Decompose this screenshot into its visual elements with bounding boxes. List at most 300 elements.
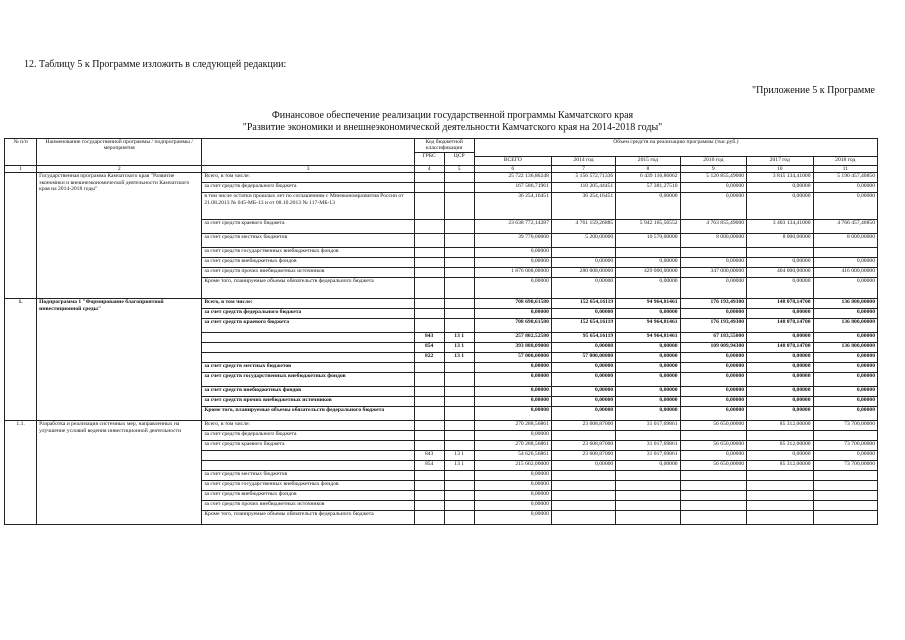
row-value: 4 761 159,26885 (551, 220, 615, 234)
row-grbs (414, 397, 444, 407)
row-source: за счет средств внебюджетных фондов (202, 258, 414, 268)
column-index: 5 (444, 166, 474, 173)
row-value: 0,00000 (616, 258, 680, 268)
row-value: 5 200,00000 (551, 234, 615, 248)
row-csr: 13 1 (444, 461, 474, 471)
row-csr (444, 407, 474, 421)
row-grbs (414, 363, 444, 373)
row-source: за счет средств краевого бюджета (202, 319, 414, 333)
row-value: 0,00000 (616, 407, 680, 421)
finance-table (4, 138, 878, 525)
row-value: 0,00000 (747, 278, 813, 299)
row-grbs: 854 (414, 343, 444, 353)
header-2016: 2016 год (680, 157, 746, 166)
row-grbs (414, 173, 444, 183)
row-source (202, 353, 414, 363)
row-value: 0,00000 (747, 397, 813, 407)
row-value: 56 650,00000 (680, 421, 746, 431)
row-value: 0,00000 (813, 183, 877, 193)
column-index: 9 (680, 166, 746, 173)
row-value: 0,00000 (616, 353, 680, 363)
row-value: 5 120 855,49000 (680, 173, 746, 183)
row-value: 94 964,81461 (616, 299, 680, 309)
row-grbs: 843 (414, 333, 444, 343)
row-value (813, 501, 877, 511)
row-value: 0,00000 (813, 387, 877, 397)
row-number (5, 173, 37, 299)
row-value: 0,00000 (747, 309, 813, 319)
row-value: 0,00000 (616, 461, 680, 471)
row-value: 0,00000 (616, 309, 680, 319)
row-value: 0,00000 (813, 363, 877, 373)
row-grbs (414, 373, 444, 387)
row-value: 148 078,14700 (747, 319, 813, 333)
row-csr (444, 441, 474, 451)
document-subtitle: "Развитие экономики и внешнеэкономической деятельности Камчатского края на 2014-2018 годы" (242, 122, 663, 133)
row-value: 270 288,56861 (474, 421, 551, 431)
row-value: 36 254,16451 (551, 193, 615, 220)
row-csr (444, 173, 474, 183)
row-value: 0,00000 (474, 407, 551, 421)
row-source: за счет средств местных бюджетов (202, 234, 414, 248)
row-value (551, 501, 615, 511)
row-value: 0,00000 (474, 481, 551, 491)
row-value: 0,00000 (747, 183, 813, 193)
row-value (551, 431, 615, 441)
row-value: 0,00000 (474, 511, 551, 525)
row-source: за счет средств местных бюджетов (202, 471, 414, 481)
row-value: 94 964,81461 (616, 333, 680, 343)
row-value (680, 481, 746, 491)
row-grbs (414, 421, 444, 431)
row-value: 0,00000 (616, 397, 680, 407)
row-csr (444, 431, 474, 441)
row-value (551, 511, 615, 525)
row-value: 0,00000 (616, 343, 680, 353)
table-row (5, 421, 878, 431)
row-value: 0,00000 (747, 258, 813, 268)
row-csr (444, 421, 474, 431)
row-value: 0,00000 (813, 397, 877, 407)
row-value: 0,00000 (680, 397, 746, 407)
row-value: 167 586,71961 (474, 183, 551, 193)
row-value (616, 481, 680, 491)
row-value: 0,00000 (680, 353, 746, 363)
row-grbs (414, 481, 444, 491)
row-value: 36 254,16451 (474, 193, 551, 220)
column-index: 3 (202, 166, 414, 173)
row-value: 0,00000 (680, 387, 746, 397)
row-csr (444, 501, 474, 511)
row-value: 0,00000 (551, 258, 615, 268)
row-value: 0,00000 (747, 363, 813, 373)
row-value: 31 017,69861 (616, 441, 680, 451)
row-value: 136 800,00000 (813, 299, 877, 309)
row-grbs (414, 501, 444, 511)
column-index: 11 (813, 166, 877, 173)
header-2014: 2014 год (551, 157, 615, 166)
row-value: 0,00000 (813, 373, 877, 387)
row-value: 393 888,09000 (474, 343, 551, 353)
row-value: 429 000,00000 (616, 268, 680, 278)
row-source: за счет средств прочих внебюджетных источников (202, 397, 414, 407)
row-value: 0,00000 (813, 258, 877, 268)
row-value: 3 403 134,41000 (747, 220, 813, 234)
row-value: 54 626,56861 (474, 451, 551, 461)
row-value: 73 700,00000 (813, 461, 877, 471)
row-value: 0,00000 (747, 451, 813, 461)
row-value: 10 570,00000 (616, 234, 680, 248)
row-csr: 13 1 (444, 333, 474, 343)
header-csr: ЦСР (444, 153, 474, 166)
row-value: 136 800,00000 (813, 319, 877, 333)
column-index: 10 (747, 166, 813, 173)
header-2018: 2018 год (813, 157, 877, 166)
row-value: 0,00000 (747, 353, 813, 363)
row-value: 0,00000 (474, 387, 551, 397)
row-value: 31 017,69861 (616, 421, 680, 431)
row-value: 73 700,00000 (813, 421, 877, 431)
row-value: 0,00000 (474, 363, 551, 373)
row-value: 94 964,81461 (616, 319, 680, 333)
header-empty (202, 139, 414, 166)
row-csr (444, 258, 474, 268)
row-value: 280 008,00000 (551, 268, 615, 278)
row-value: 31 017,69861 (616, 451, 680, 461)
row-value: 6 439 116,86062 (616, 173, 680, 183)
row-value: 0,00000 (680, 309, 746, 319)
row-value: 0,00000 (680, 183, 746, 193)
row-value: 25 722 136,86248 (474, 173, 551, 183)
row-grbs (414, 220, 444, 234)
row-grbs (414, 491, 444, 501)
row-value: 110 205,44451 (551, 183, 615, 193)
row-number: 1.1. (5, 421, 37, 525)
row-value (747, 471, 813, 481)
row-source: Всего, в том числе: (202, 173, 414, 183)
row-value (616, 431, 680, 441)
row-value: 23 608,87000 (551, 441, 615, 451)
row-source: за счет средств федерального бюджета (202, 183, 414, 193)
row-value: 0,00000 (747, 193, 813, 220)
row-csr (444, 278, 474, 299)
row-value: 0,00000 (813, 309, 877, 319)
row-value: 56 650,00000 (680, 461, 746, 471)
row-value: 347 000,00000 (680, 268, 746, 278)
row-value: 0,00000 (474, 258, 551, 268)
row-value (680, 511, 746, 525)
row-value: 73 700,00000 (813, 441, 877, 451)
row-value: 0,00000 (616, 363, 680, 373)
row-source: за счет средств государственных внебюджетных фондов (202, 248, 414, 258)
row-value (747, 491, 813, 501)
row-value: 57 381,27510 (616, 183, 680, 193)
row-value: 0,00000 (474, 248, 551, 258)
row-value: 0,00000 (813, 333, 877, 343)
row-value: 0,00000 (680, 258, 746, 268)
row-value: 67 183,55000 (680, 333, 746, 343)
row-source: за счет средств внебюджетных фондов (202, 491, 414, 501)
row-value: 0,00000 (551, 407, 615, 421)
row-csr (444, 220, 474, 234)
row-value: 152 654,16119 (551, 319, 615, 333)
row-grbs (414, 511, 444, 525)
row-value (680, 431, 746, 441)
header-2015: 2015 год (616, 157, 680, 166)
row-grbs (414, 183, 444, 193)
row-value: 0,00000 (747, 373, 813, 387)
row-value: 176 193,49300 (680, 299, 746, 309)
row-name: Государственная программа Камчатского края "Развитие экономики и внешнеэкономической деятельности Камчатского края на 2014-2018 годы" (37, 173, 202, 299)
row-value (616, 491, 680, 501)
row-csr (444, 471, 474, 481)
row-source: Всего, в том числе: (202, 421, 414, 431)
row-source: Кроме того, планируемые объемы обязательств федерального бюджета (202, 407, 414, 421)
row-csr (444, 299, 474, 309)
row-value: 23 608,87000 (551, 421, 615, 431)
document-title: Финансовое обеспечение реализации государственной программы Камчатского края (271, 110, 634, 121)
row-csr (444, 309, 474, 319)
row-value: 56 650,00000 (680, 441, 746, 451)
row-value: 8 000,00000 (813, 234, 877, 248)
row-csr (444, 183, 474, 193)
row-value: 0,00000 (474, 431, 551, 441)
row-value: 0,00000 (680, 363, 746, 373)
row-value (747, 248, 813, 258)
row-value: 148 078,14700 (747, 299, 813, 309)
row-value: 0,00000 (474, 373, 551, 387)
row-value: 270 288,56861 (474, 441, 551, 451)
row-value: 148 078,14700 (747, 343, 813, 353)
row-grbs (414, 278, 444, 299)
row-value: 0,00000 (551, 373, 615, 387)
row-csr (444, 193, 474, 220)
row-source: за счет средств государственных внебюджетных фондов (202, 373, 414, 387)
row-value: 0,00000 (616, 278, 680, 299)
row-csr: 13 1 (444, 353, 474, 363)
row-source: за счет средств прочих внебюджетных источников (202, 268, 414, 278)
row-source: за счет средств краевого бюджета (202, 220, 414, 234)
row-grbs: 843 (414, 451, 444, 461)
row-value: 136 800,00000 (813, 343, 877, 353)
row-value: 85 312,00000 (747, 441, 813, 451)
row-grbs (414, 193, 444, 220)
row-value: 0,00000 (474, 397, 551, 407)
row-source: за счет средств федерального бюджета (202, 431, 414, 441)
row-csr: 13 1 (444, 343, 474, 353)
row-grbs (414, 471, 444, 481)
row-source (202, 461, 414, 471)
row-value (551, 491, 615, 501)
row-value (680, 501, 746, 511)
row-value: 0,00000 (474, 491, 551, 501)
row-value: 0,00000 (813, 407, 877, 421)
row-source: за счет средств краевого бюджета (202, 441, 414, 451)
row-number: 1. (5, 299, 37, 421)
header-2017: 2017 год (747, 157, 813, 166)
row-grbs (414, 299, 444, 309)
row-value: 0,00000 (474, 471, 551, 481)
row-value: 5 156 572,71336 (551, 173, 615, 183)
row-csr (444, 397, 474, 407)
column-index: 7 (551, 166, 615, 173)
row-value: 708 690,61580 (474, 299, 551, 309)
row-csr (444, 234, 474, 248)
row-value: 0,00000 (747, 407, 813, 421)
row-value: 39 770,00000 (474, 234, 551, 248)
row-source: за счет средств внебюджетных фондов (202, 387, 414, 397)
header-num: № п/п (5, 139, 37, 166)
row-source (202, 451, 414, 461)
row-source: Кроме того, планируемые объемы обязательств федерального бюджета (202, 278, 414, 299)
row-value: 23 638 772,14287 (474, 220, 551, 234)
row-value: 0,00000 (551, 278, 615, 299)
row-value: 0,00000 (551, 309, 615, 319)
row-value (616, 511, 680, 525)
row-value (813, 431, 877, 441)
row-grbs (414, 407, 444, 421)
row-csr (444, 248, 474, 258)
row-value (680, 491, 746, 501)
column-index: 2 (37, 166, 202, 173)
row-value (813, 491, 877, 501)
row-value: 0,00000 (747, 333, 813, 343)
row-value: 85 312,00000 (747, 461, 813, 471)
row-value: 0,00000 (813, 353, 877, 363)
row-value (747, 431, 813, 441)
row-value: 4 763 855,49000 (680, 220, 746, 234)
row-grbs (414, 248, 444, 258)
row-csr (444, 511, 474, 525)
row-value: 0,00000 (616, 387, 680, 397)
row-value: 0,00000 (680, 407, 746, 421)
row-grbs (414, 234, 444, 248)
row-value: 0,00000 (813, 193, 877, 220)
row-value: 0,00000 (474, 501, 551, 511)
row-value: 57 000,00000 (551, 353, 615, 363)
row-source: за счет средств государственных внебюджетных фондов (202, 481, 414, 491)
row-value: 708 690,61580 (474, 319, 551, 333)
column-index: 1 (5, 166, 37, 173)
row-csr (444, 363, 474, 373)
column-index: 6 (474, 166, 551, 173)
row-value: 0,00000 (474, 309, 551, 319)
intro-text: 12. Таблицу 5 к Программе изложить в следующей редакции: (24, 59, 287, 70)
row-value: 0,00000 (551, 343, 615, 353)
row-value: 0,00000 (680, 373, 746, 387)
row-value: 0,00000 (474, 278, 551, 299)
row-csr (444, 373, 474, 387)
row-value: 95 654,16119 (551, 333, 615, 343)
row-source: Кроме того, планируемые объемы обязательств федерального бюджета (202, 511, 414, 525)
row-value: 57 000,00000 (474, 353, 551, 363)
row-value (747, 511, 813, 525)
row-value: 0,00000 (551, 397, 615, 407)
column-index: 4 (414, 166, 444, 173)
row-csr (444, 319, 474, 333)
appendix-label: "Приложение 5 к Программе (752, 85, 875, 96)
row-value (616, 471, 680, 481)
row-csr (444, 491, 474, 501)
row-value (680, 248, 746, 258)
row-value: 0,00000 (616, 373, 680, 387)
row-source: за счет средств прочих внебюджетных источников (202, 501, 414, 511)
row-grbs: 854 (414, 461, 444, 471)
row-value (616, 248, 680, 258)
row-value: 3 815 134,41000 (747, 173, 813, 183)
row-value: 0,00000 (680, 451, 746, 461)
header-name: Наименование государственной программы / подпрограммы / мероприятия (37, 139, 202, 166)
row-value: 0,00000 (551, 387, 615, 397)
row-grbs: 822 (414, 353, 444, 363)
row-source: в том числе остатки прошлых лет по соглашениям с Минэкономразвития России от 21.08.2013 № 045-МБ-13 и от 08.10.2013 № 117-МБ-13 (202, 193, 414, 220)
row-value: 257 802,52580 (474, 333, 551, 343)
column-index: 8 (616, 166, 680, 173)
row-value: 416 000,00000 (813, 268, 877, 278)
row-name: Подпрограмма 1 "Формирование благоприятной инвестиционной среды" (37, 299, 202, 421)
row-csr (444, 481, 474, 491)
row-value: 0,00000 (551, 363, 615, 373)
row-value: 23 608,87000 (551, 451, 615, 461)
row-grbs (414, 319, 444, 333)
row-csr (444, 268, 474, 278)
row-value (551, 471, 615, 481)
row-grbs (414, 258, 444, 268)
table-row (5, 173, 878, 183)
row-value (813, 481, 877, 491)
table-row (5, 299, 878, 309)
row-value: 85 312,00000 (747, 421, 813, 431)
row-value: 0,00000 (616, 193, 680, 220)
row-value (747, 481, 813, 491)
row-source: за счет средств федерального бюджета (202, 309, 414, 319)
row-grbs (414, 431, 444, 441)
row-value: 109 009,94300 (680, 343, 746, 353)
row-source: за счет средств местных бюджетов (202, 363, 414, 373)
row-value: 5 942 165,56552 (616, 220, 680, 234)
row-name: Разработка и реализация системных мер, направленных на улучшение условий ведения инвестиционной деятельности (37, 421, 202, 525)
row-grbs (414, 441, 444, 451)
row-value: 0,00000 (680, 193, 746, 220)
row-value: 0,00000 (813, 278, 877, 299)
row-source (202, 343, 414, 353)
row-value (680, 471, 746, 481)
row-value (747, 501, 813, 511)
row-csr: 13 1 (444, 451, 474, 461)
header-budget-class: Код бюджетной классификации (414, 139, 474, 153)
row-value (813, 511, 877, 525)
row-value: 0,00000 (747, 387, 813, 397)
row-value: 404 000,00000 (747, 268, 813, 278)
row-value: 1 876 008,00000 (474, 268, 551, 278)
row-value: 215 662,00000 (474, 461, 551, 471)
row-value (616, 501, 680, 511)
row-value: 0,00000 (551, 461, 615, 471)
row-value: 5 190 457,40850 (813, 173, 877, 183)
row-grbs (414, 309, 444, 319)
row-source: Всего, в том числе: (202, 299, 414, 309)
header-volume: Объем средств на реализацию программы (тыс.руб.) (474, 139, 877, 157)
row-value: 0,00000 (813, 451, 877, 461)
row-value: 8 000,00000 (747, 234, 813, 248)
row-value: 4 766 457,40850 (813, 220, 877, 234)
row-grbs (414, 268, 444, 278)
row-value: 0,00000 (680, 278, 746, 299)
row-grbs (414, 387, 444, 397)
row-value (551, 481, 615, 491)
row-csr (444, 387, 474, 397)
row-source (202, 333, 414, 343)
